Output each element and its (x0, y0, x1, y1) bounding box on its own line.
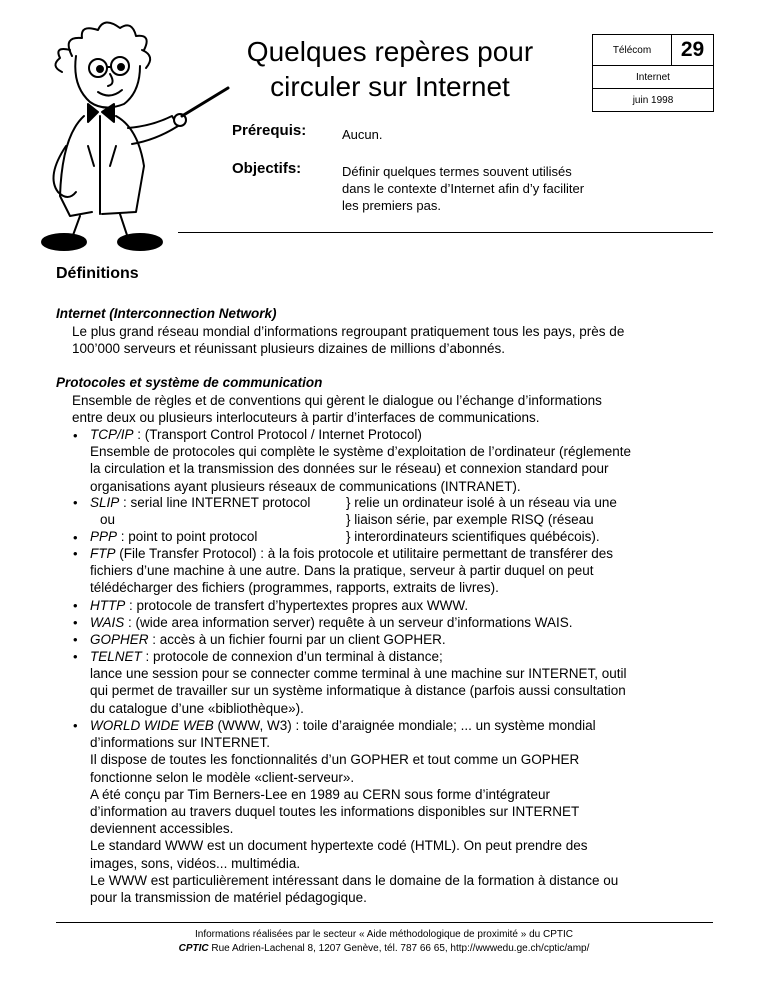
item-slip: SLIP : serial line INTERNET protocol ou PPP : point to point protocol (90, 495, 311, 545)
item-http: HTTP : protocole de transfert d’hypertextes propres aux WWW. (90, 598, 469, 613)
sheet-number: 29 (672, 35, 713, 66)
subcategory-label: Internet (593, 66, 713, 89)
bullet: • (73, 649, 78, 664)
footer-credit: Informations réalisées par le secteur « Aide méthodologique de proximité » du CPTIC (195, 929, 573, 940)
title-line-1: Quelques repères pour (246, 36, 534, 67)
footer-divider (56, 922, 713, 923)
bullet: • (73, 632, 78, 647)
bullet: • (73, 546, 78, 561)
bullet: • (73, 428, 78, 443)
item-tcpip: TCP/IP : (Transport Control Protocol / Internet Protocol) Ensemble de protocoles qui complète le système d’exploitation de l’ordinateur (réglemente la circulation et la transmission des données sur le réseau) et connexion standard pour organisations ayant plusieurs réseaux de communications (INTRANET). (90, 427, 632, 494)
internet-definition: Le plus grand réseau mondial d’informations regroupant pratiquement tous les pays, près de 100’000 serveurs et réunissant plusieurs dizaines de millions d’abonnés. (72, 324, 625, 357)
bullet: • (73, 530, 78, 545)
section-heading: Définitions (56, 265, 139, 282)
item-ftp: FTP (File Transfer Protocol) : à la fois protocole et utilitaire permettant de transférer des fichiers d’une machine à une autre. Dans la pratique, serveur à partir duquel on peut télédécharger des fichiers (programmes, rapports, extraits de livres). (90, 546, 613, 596)
title-line-2: circuler sur Internet (270, 71, 510, 102)
prereq-value: Aucun. (342, 127, 383, 142)
prereq-label: Prérequis: (232, 122, 307, 139)
item-www: WORLD WIDE WEB (WWW, W3) : toile d’araignée mondiale; ... un système mondial d’informations sur INTERNET. Il dispose de toutes les fonctionnalités d’un GOPHER et tout comme un GOPHER fonctionne selon le modèle «client-serveur». A été conçu par Tim Berners-Lee en 1989 au CERN sous forme d’intégrateur d’information au travers duquel toutes les informations disponibles sur INTERNET deviennent accessibles. Le standard WWW est un document hypertexte codé (HTML). On peut prendre des images, sons, vidéos... multimédia. Le WWW est particulièrement intéressant dans le domaine de la formation à distance ou pour la transmission de matériel pédagogique. (90, 718, 619, 906)
term-internet: Internet (Interconnection Network) (56, 306, 277, 321)
date-label: juin 1998 (632, 94, 674, 106)
document-info-box (592, 34, 714, 112)
objectives-text: Définir quelques termes souvent utilisés dans le contexte d’Internet afin d’y faciliter les premiers pas. (342, 164, 585, 213)
page-title (210, 34, 570, 104)
item-gopher: GOPHER : accès à un fichier fourni par un client GOPHER. (90, 632, 446, 647)
bullet: • (73, 598, 78, 613)
bullet: • (73, 615, 78, 630)
protocols-intro: Ensemble de règles et de conventions qui gèrent le dialogue ou l’échange d’informations entre deux ou plusieurs interlocuteurs à partir d’interfaces de communications. (72, 393, 602, 426)
footer-org: CPTIC (178, 943, 209, 954)
objectives-label: Objectifs: (232, 160, 302, 177)
footer-address: CPTIC Rue Adrien-Lachenal 8, 1207 Genève, tél. 787 66 65, http://wwwedu.ge.ch/cptic/amp/ (178, 943, 590, 954)
category-label: Télécom (593, 35, 672, 66)
item-telnet: TELNET : protocole de connexion d’un terminal à distance; lance une session pour se connecter comme terminal à une machine sur INTERNET, outil qui permet de travailler sur un système informatique à distance (parfois aussi consultation du catalogue d’une «bibliothèque»). (90, 649, 627, 716)
bullet: • (73, 718, 78, 733)
slip-ppp-description: } relie un ordinateur isolé à un réseau via une } liaison série, par exemple RISQ (réseau } interordinateurs scientifiques québécois). (346, 495, 617, 545)
term-protocols: Protocoles et système de communication (56, 375, 323, 390)
bullet: • (73, 495, 78, 510)
header-divider (178, 232, 713, 233)
item-wais: WAIS : (wide area information server) requête à un serveur d’informations WAIS. (90, 615, 573, 630)
